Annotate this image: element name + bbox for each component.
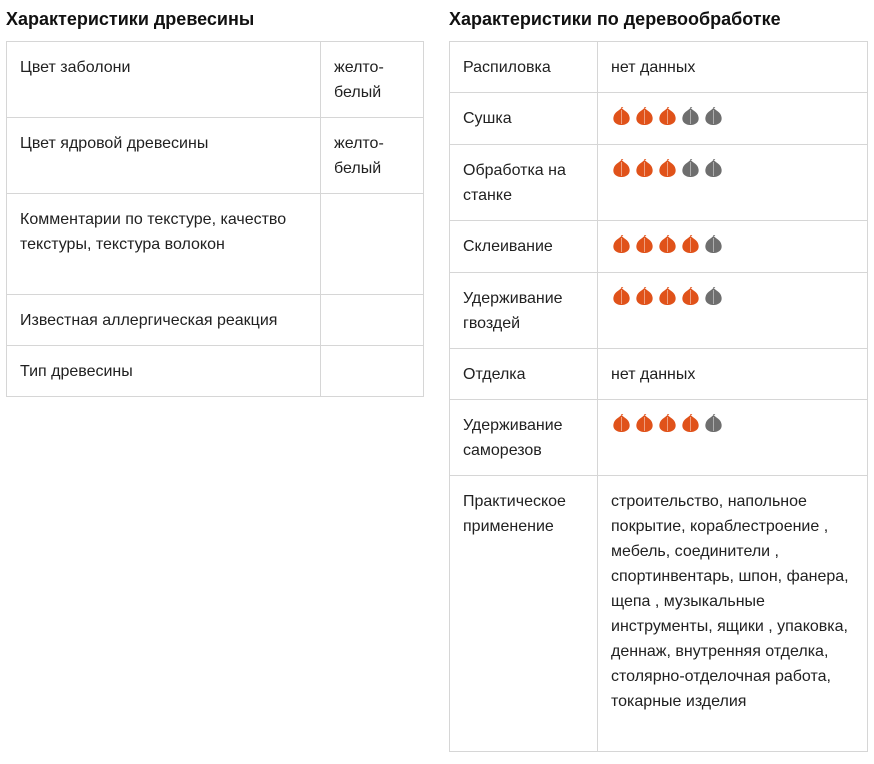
table-row: [7, 42, 424, 118]
rating-screw-holding: [611, 413, 855, 439]
table-row: [450, 273, 868, 349]
wood-characteristics-table: [6, 41, 424, 397]
leaf-icon-orange: [680, 414, 701, 433]
leaf-icon-gray: [680, 107, 701, 126]
row-label-finishing: Отделка: [450, 349, 598, 400]
leaf-icon-orange: [634, 107, 655, 126]
table-row: [7, 295, 424, 346]
row-value-sawing: нет данных: [598, 42, 868, 93]
row-value-texture-comments: [321, 194, 424, 295]
leaf-icon-gray: [680, 159, 701, 178]
wood-characteristics-title: Характеристики древесины: [6, 9, 255, 29]
row-value-finishing: нет данных: [598, 349, 868, 400]
table-row: [450, 145, 868, 221]
leaf-icon-orange: [634, 235, 655, 254]
row-label-texture-comments: Комментарии по текстуре, качество текстуры, текстура волокон: [7, 194, 321, 295]
row-label-practical-use: Практическое применение: [450, 476, 598, 752]
leaf-icon-orange: [634, 414, 655, 433]
rating-drying: [611, 106, 855, 132]
leaf-icon-orange: [611, 287, 632, 306]
leaf-icon-orange: [657, 414, 678, 433]
leaf-icon-gray: [703, 235, 724, 254]
table-row: [450, 93, 868, 145]
row-value-wood-type: [321, 346, 424, 397]
leaf-icon-orange: [634, 159, 655, 178]
leaf-icon-orange: [657, 235, 678, 254]
row-value-heartwood-color: желто-белый: [321, 118, 424, 194]
leaf-icon-orange: [657, 159, 678, 178]
rating-gluing: [611, 234, 855, 260]
rating-nail-holding: [611, 286, 855, 312]
woodworking-characteristics-table: [449, 41, 868, 752]
leaf-icon-orange: [611, 159, 632, 178]
leaf-icon-orange: [611, 107, 632, 126]
woodworking-characteristics-title: Характеристики по деревообработке: [449, 9, 781, 29]
leaf-icon-orange: [680, 287, 701, 306]
row-label-machining: Обработка на станке: [450, 145, 598, 221]
leaf-icon-orange: [611, 235, 632, 254]
leaf-icon-orange: [634, 287, 655, 306]
leaf-icon-orange: [657, 287, 678, 306]
row-label-drying: Сушка: [450, 93, 598, 145]
leaf-icon-gray: [703, 107, 724, 126]
row-label-wood-type: Тип древесины: [7, 346, 321, 397]
table-row: [450, 476, 868, 752]
wood-characteristics-section: [6, 0, 424, 397]
row-label-heartwood-color: Цвет ядровой древесины: [7, 118, 321, 194]
row-value-sapwood-color: желто-белый: [321, 42, 424, 118]
leaf-icon-gray: [703, 287, 724, 306]
row-label-sawing: Распиловка: [450, 42, 598, 93]
row-value-allergic-reaction: [321, 295, 424, 346]
table-row: [7, 118, 424, 194]
rating-machining: [611, 158, 855, 184]
row-label-allergic-reaction: Известная аллергическая реакция: [7, 295, 321, 346]
row-label-screw-holding: Удерживание саморезов: [450, 400, 598, 476]
row-label-gluing: Склеивание: [450, 221, 598, 273]
leaf-icon-gray: [703, 414, 724, 433]
table-row: [450, 349, 868, 400]
row-label-sapwood-color: Цвет заболони: [7, 42, 321, 118]
leaf-icon-orange: [680, 235, 701, 254]
table-row: [450, 42, 868, 93]
table-row: [450, 221, 868, 273]
leaf-icon-orange: [657, 107, 678, 126]
row-value-practical-use: строительство, напольное покрытие, кораблестроение , мебель, соединители , спортинвентарь, шпон, фанера, щепа , музыкальные инструменты, ящики , упаковка, деннаж, внутренняя отделка, столярно-отделочная работа, токарные изделия: [598, 476, 868, 752]
woodworking-characteristics-section: [449, 0, 866, 752]
table-row: [7, 194, 424, 295]
row-label-nail-holding: Удерживание гвоздей: [450, 273, 598, 349]
leaf-icon-gray: [703, 159, 724, 178]
table-row: [7, 346, 424, 397]
leaf-icon-orange: [611, 414, 632, 433]
table-row: [450, 400, 868, 476]
